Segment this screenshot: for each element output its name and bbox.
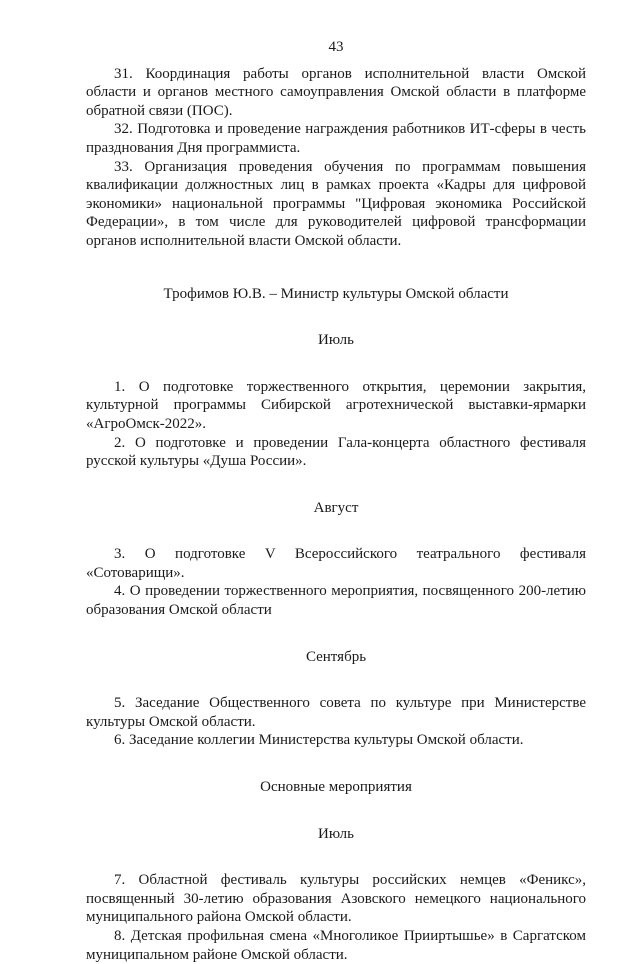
main-events-heading: Основные мероприятия (260, 779, 412, 796)
month-heading-september: Сентябрь (305, 648, 367, 665)
list-item-2: 2. О подготовке и проведении Гала-концерта областного фестиваля русской культуры «Душа России». (86, 434, 586, 470)
list-item-32: 32. Подготовка и проведение награждения работников ИТ-сферы в честь празднования Дня программиста. (86, 121, 586, 156)
list-item-33: 33. Организация проведения обучения по программам повышения квалификации должностных лиц в рамках проекта «Кадры для цифровой экономики» национальной программы "Цифровая экономика Российской Федерации», в том числе для руководителей цифровой трансформации органов исполнительной власти Омской области. (86, 158, 586, 249)
document-page (86, 38, 586, 964)
month-heading-july: Июль (318, 332, 354, 349)
minister-heading: Трофимов Ю.В. – Министр культуры Омской области (163, 285, 509, 302)
main-events-month-july: Июль (318, 825, 354, 842)
list-item-7: 7. Областной фестиваль культуры российских немцев «Феникс», посвященный 30-летию образования Азовского немецкого национального муниципального района Омской области. (86, 872, 586, 926)
list-item-4: 4. О проведении торжественного мероприятия, посвященного 200-летию образования Омской области (86, 583, 586, 619)
list-item-6: 6. Заседание коллегии Министерства культуры Омской области. (114, 732, 524, 749)
list-item-1: 1. О подготовке торжественного открытия, церемонии закрытия, культурной программы Сибирской агротехнической выставки-ярмарки «АгроОмск-2022». (86, 378, 586, 432)
list-item-31: 31. Координация работы органов исполнительной власти Омской области и органов местного самоуправления Омской области в платформе обратной связи (ПОС). (86, 65, 586, 119)
list-item-5: 5. Заседание Общественного совета по культуре при Министерстве культуры Омской области. (86, 695, 586, 730)
list-item-3: 3. О подготовке V Всероссийского театрального фестиваля «Сотоварищи». (86, 546, 586, 581)
page-number: 43 (328, 39, 344, 55)
month-heading-august: Август (313, 499, 359, 516)
list-item-8: 8. Детская профильная смена «Многоликое Прииртышье» в Саргатском муниципальном районе Омской области. (86, 928, 586, 963)
